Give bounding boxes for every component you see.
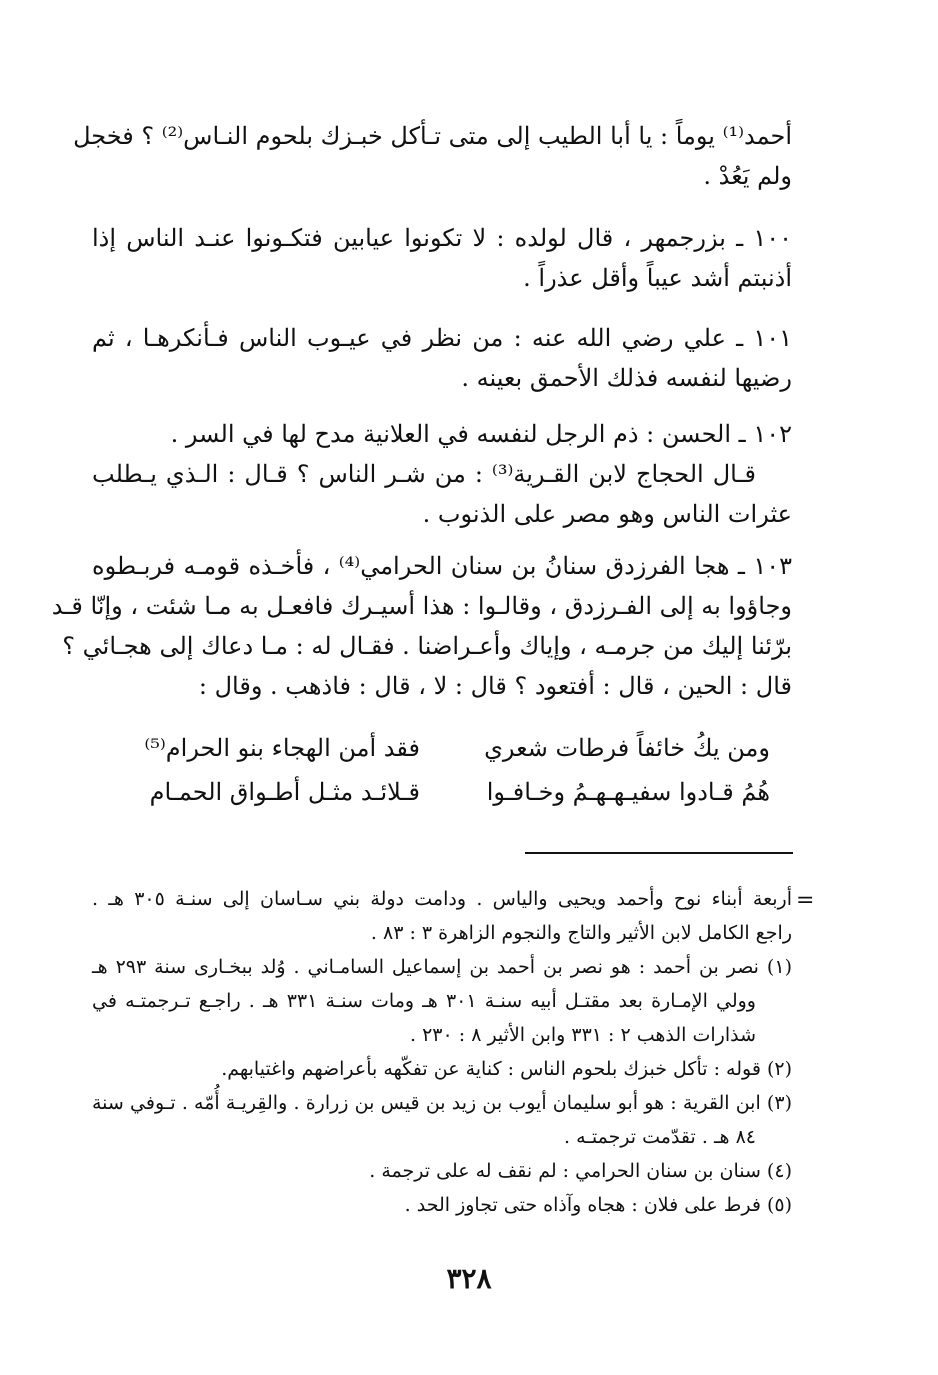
text-line: ١٠٢ ـ الحسن : ذم الرجل لنفسه في العلانية مدح لها في السر . (170, 420, 792, 448)
footnote-1 (92, 950, 792, 1052)
footnote-line: (٥) فرط على فلان : هجاه وآذاه حتى تجاوز الحد . (404, 1194, 792, 1216)
text-line: ١٠٣ ـ هجا الفرزدق سنانُ بن سنان الحرامي⁽⁴⁾ ، فأخـذه قومـه فربـطوه (92, 552, 792, 580)
footnotes (92, 882, 792, 1222)
footnote-line: راجع الكامل لابن الأثير والتاج والنجوم الزاهرة ٣ : ٨٣ . (370, 922, 792, 944)
footnote-4 (92, 1154, 792, 1188)
footnote-line: وولي الإمـارة بعد مقتـل أبيه سنـة ٣٠١ هـ ومات سنـة ٣٣١ هـ . راجـع تـرجمتـه في (92, 990, 756, 1012)
paragraph-2 (92, 218, 792, 298)
text-line: عثرات الناس وهو مصر على الذنوب . (422, 500, 792, 528)
paragraph-1 (73, 116, 792, 196)
text-line: برّئنا إليك من جرمـه ، وإياك وأعـراضنا . فقـال له : مـا دعاك إلى هجـائي ؟ (62, 632, 792, 660)
footnote-continuation-marker: = (796, 888, 815, 913)
verse-first-hemistich: ومن يكُ خائفاً فرطات شعري (484, 734, 770, 762)
footnote-line: ٨٤ هـ . تقدّمت ترجمتـه . (564, 1126, 756, 1148)
verse-second-hemistich: فقد أمن الهجاء بنو الحرام⁽⁵⁾ (144, 734, 420, 762)
paragraph-5 (51, 546, 792, 706)
text-line: أحمد⁽¹⁾ يوماً : يا أبا الطيب إلى متى تـأكل خبـزك بلحوم النـاس⁽²⁾ ؟ فخجل (73, 122, 792, 150)
paragraph-4 (92, 414, 792, 534)
footnote-3 (92, 1086, 792, 1154)
page-number: ٣٢٨ (446, 1262, 492, 1295)
poem-verse (120, 726, 770, 814)
text-line: أذنبتم أشد عيباً وأقل عذراً . (523, 264, 792, 292)
text-line: ولم يَعُدْ . (703, 162, 792, 190)
text-line: ١٠٠ ـ بزرجمهر ، قال لولده : لا تكونوا عيابين فتكـونوا عنـد الناس إذا (92, 224, 792, 252)
verse-first-hemistich: هُمُ قـادوا سفيـهـهـمُ وخـافـوا (486, 778, 770, 806)
text-line: قـال الحجاج لابن القـرية⁽³⁾ : من شـر الناس ؟ قـال : الـذي يـطلب (92, 460, 756, 488)
footnote-line: (٤) سنان بن سنان الحرامي : لم نقف له على ترجمة . (369, 1160, 792, 1182)
text-line: قال : الحين ، قال : أفتعود ؟ قال : لا ، قال : فاذهب . وقال : (198, 672, 792, 700)
footnote-line: شذارات الذهب ٢ : ٣٣١ وابن الأثير ٨ : ٢٣٠ . (409, 1024, 756, 1046)
footnote-continued (92, 882, 792, 950)
footnote-separator (525, 852, 793, 854)
text-line: رضيها لنفسه فذلك الأحمق بعينه . (461, 364, 792, 392)
footnote-line: (١) نصر بن أحمد : هو نصر بن أحمد بن إسماعيل السامـاني . وُلد ببخـارى سنة ٢٩٣ هـ (92, 956, 792, 978)
text-line: ١٠١ ـ علي رضي الله عنه : من نظر في عيـوب الناس فـأنكرهـا ، ثم (92, 324, 793, 352)
paragraph-3 (92, 318, 792, 398)
footnote-line: أربعة أبناء نوح وأحمد ويحيى والياس . ودامت دولة بني سـاسان إلى سنـة ٣٠٥ هـ . (92, 888, 792, 910)
footnote-2 (92, 1052, 792, 1086)
footnote-5 (92, 1188, 792, 1222)
footnote-line: (٣) ابن القرية : هو أبو سليمان أيوب بن زيد بن قيس بن زرارة . والقِريـة أُمّه . تـوفي سنة (92, 1092, 792, 1114)
text-line: وجاؤوا به إلى الفـرزدق ، وقالـوا : هذا أسيـرك فافعـل به مـا شئت ، وإنّا قـد (51, 592, 792, 620)
verse-row (120, 770, 770, 814)
verse-row (120, 726, 770, 770)
footnote-line: (٢) قوله : تأكل خبزك بلحوم الناس : كناية عن تفكّهه بأعراضهم واغتيابهم. (221, 1058, 792, 1080)
verse-second-hemistich: قـلائـد مثـل أطـواق الحمـام (149, 778, 420, 806)
